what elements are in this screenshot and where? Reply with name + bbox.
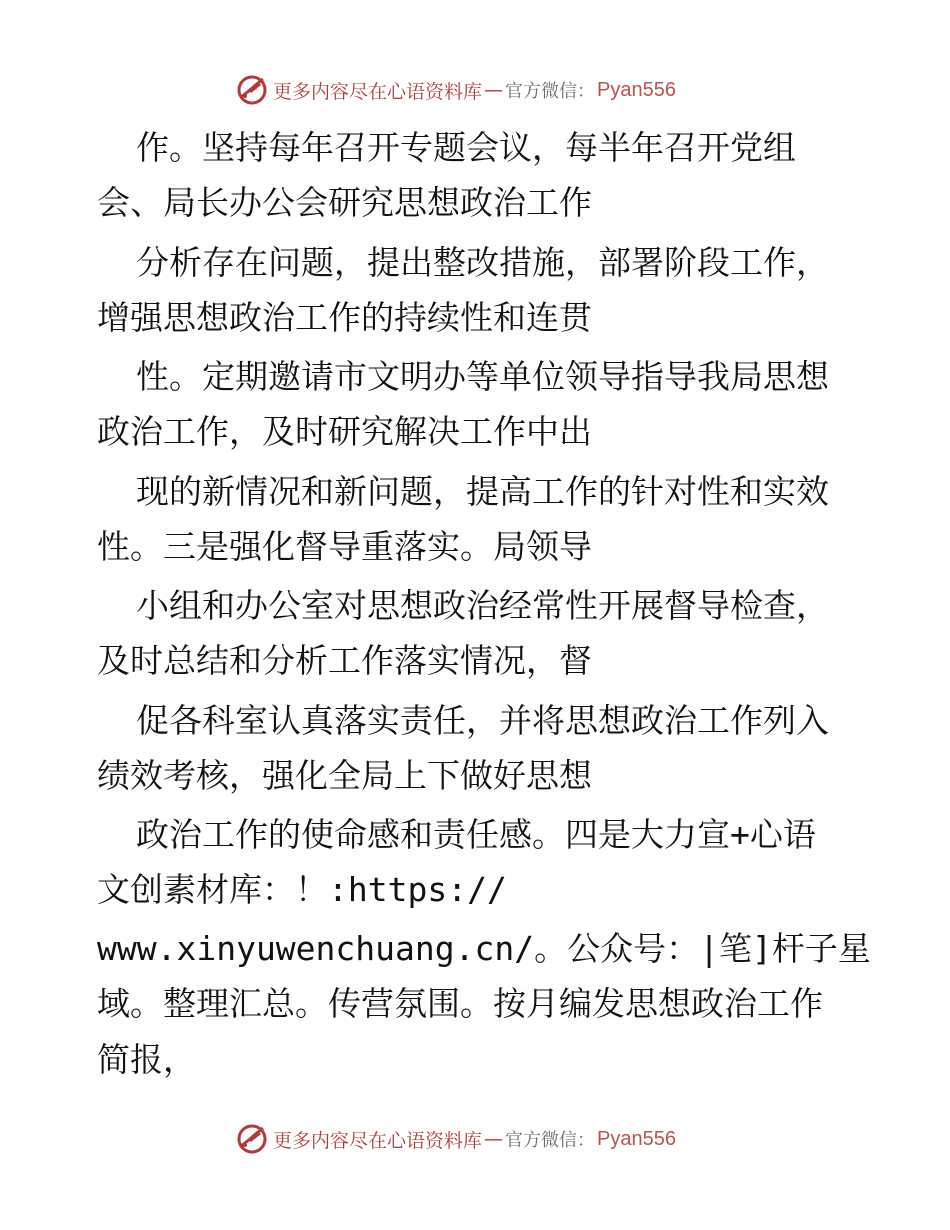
banner-text: 更多内容尽在心语资料库 [273, 1129, 483, 1152]
body-line-7: 现的新情况和新问题，提高工作的针对性和实效 [136, 472, 829, 511]
banner-handle: Pyan556 [597, 1127, 676, 1150]
body-line-12: 绩效考核，强化全局上下做好思想 [97, 756, 592, 795]
banner-dash: — [484, 79, 504, 101]
body-line-3: 分析存在问题，提出整改措施，部署阶段工作， [136, 243, 829, 282]
body-line-6: 政治工作，及时研究解决工作中出 [97, 412, 592, 451]
body-line-11: 促各科室认真落实责任，并将思想政治工作列入 [136, 701, 829, 740]
body-line-9: 小组和办公室对思想政治经常性开展督导检查， [136, 586, 829, 625]
body-line-1: 作。坚持每年召开专题会议，每半年召开党组 [136, 128, 796, 167]
body-line-16: 域。整理汇总。传营氛围。按月编发思想政治工作 [97, 984, 823, 1023]
body-line-2: 会、局长办公会研究思想政治工作 [97, 183, 592, 222]
banner-label: 官方微信： [505, 1130, 596, 1151]
body-line-15: www.xinyuwenchuang.cn/。公众号：|笔]杆子星 [97, 929, 871, 968]
footer-watermark-banner [235, 1121, 676, 1157]
banner-dash: — [484, 1128, 504, 1150]
body-line-8: 性。三是强化督导重落实。局领导 [97, 527, 592, 566]
pen-logo-icon [235, 1122, 269, 1156]
body-line-4: 增强思想政治工作的持续性和连贯 [97, 298, 592, 337]
body-line-13: 政治工作的使命感和责任感。四是大力宣+心语 [136, 815, 816, 854]
header-watermark-banner [235, 72, 676, 108]
banner-handle: Pyan556 [597, 78, 676, 101]
banner-text: 更多内容尽在心语资料库 [273, 80, 483, 103]
body-line-14: 文创素材库：！:https:// [97, 870, 507, 909]
banner-label: 官方微信： [505, 81, 596, 102]
body-line-17: 简报， [97, 1040, 196, 1079]
pen-logo-icon [235, 73, 269, 107]
body-line-5: 性。定期邀请市文明办等单位领导指导我局思想 [136, 357, 829, 396]
body-line-10: 及时总结和分析工作落实情况，督 [97, 641, 592, 680]
